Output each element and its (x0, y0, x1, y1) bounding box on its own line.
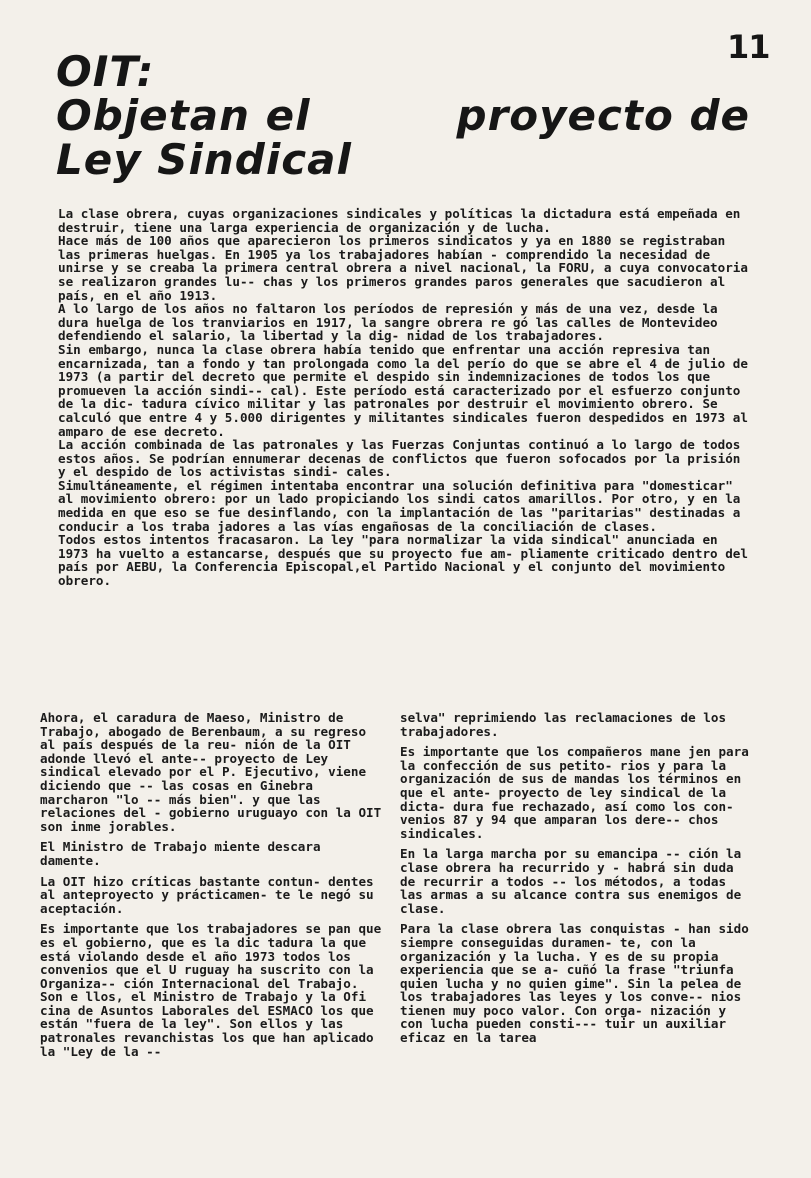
intro-paragraph: Hace más de 100 años que aparecieron los primeros sindicatos y ya en 1880 se registraban las primeras huelgas. En 1905 ya los trabajadores habían - comprendido la necesidad de unirse y se creaba la primera central obrera a nivel nacional, la FORU, a cuya convocatoria se realizaron grandes lu-- chas y los primeros grandes paros generales que sacudieron al país, en el año 1913. (58, 233, 748, 303)
page-number: 11 (727, 28, 770, 66)
column-paragraph: La OIT hizo críticas bastante contun- dentes al anteproyecto y prácticamen- te le negó su aceptación. (40, 873, 374, 916)
intro-paragraph: Sin embargo, nunca la clase obrera había tenido que enfrentar una acción represiva tan encarnizada, tan a fondo y tan prolongada como la del perío do que se abre el 4 de julio de 1973 (a partir del decreto que permite el despido sin indemnizaciones de todos los que promueven la acción sindi-- cal). Este período está caracterizado por el esfuerzo conjunto de la dic- tadura cívico militar y las patronales por destruir el movimiento obrero. Se calculó que entre 4 y 5.000 dirigentes y militantes sindicales fueron despedidos en 1973 al amparo de ese decreto. (58, 341, 748, 439)
right-column (400, 711, 750, 1052)
intro-paragraph: Todos estos intentos fracasaron. La ley "para normalizar la vida sindical" anunciada en 1973 ha vuelto a estancarse, después que su proyecto fue am- pliamente criticado dentro del país por AEBU, la Conferencia Episcopal,el Partido Nacional y el conjunto del movimiento obrero. (58, 532, 748, 589)
column-paragraph: En la larga marcha por su emancipa -- ción la clase obrera ha recurrido y - habrá sin duda de recurrir a todos -- los métodos, a todas las armas a su alcance contra sus enemigos de clase. (400, 846, 742, 916)
column-paragraph: Es importante que los compañeros mane jen para la confección de sus petito- rios y para la organización de sus de mandas los términos en que el ante- proyecto de ley sindical de la dicta- dura fue rechazado, así como los con- venios 87 y 94 que amparan los dere-- chos sindicales. (400, 744, 749, 841)
column-paragraph: Es importante que los trabajadores se pan que es el gobierno, que es la dic tadura la que está violando desde el año 1973 todos los convenios que el U ruguay ha suscrito con la Organiza-- ción Internacional del Trabajo. Son e llos, el Ministro de Trabajo y la Ofi cina de Asuntos Laborales del ESMACO los que están "fuera de la ley". Son ellos y las patronales revanchistas los que han aplicado la "Ley de la -- (40, 921, 382, 1059)
intro-paragraph: Simultáneamente, el régimen intentaba encontrar una solución definitiva para "domesticar" al movimiento obrero: por un lado propiciando los sindi catos amarillos. Por otro, y en la medida en que eso se fue desinflando, con la implantación de las "paritarias" destinadas a conducir a los traba jadores a las vías engañosas de la conciliación de clases. (58, 477, 741, 534)
title-line-2 (56, 91, 750, 140)
title-line-2a: Objetan el (56, 91, 311, 140)
intro-paragraph: La acción combinada de las patronales y las Fuerzas Conjuntas continuó a lo largo de todos estos años. Se podrían ennumerar decenas de conflictos que fueron sofocados por la prisión y el despido de los activistas sindi- cales. (58, 437, 741, 480)
column-paragraph: Para la clase obrera las conquistas - han sido siempre conseguidas duramen- te, con la organización y la lucha. Y es de su propia experiencia que se a- cuñó la frase "triunfa quien lucha y no quien gime". Sin la pelea de los trabajadores las leyes y los conve-- nios tienen muy poco valor. Con orga- nización y con lucha pueden consti--- tuir un auxiliar eficaz en la tarea (400, 921, 749, 1046)
intro-paragraph: La clase obrera, cuyas organizaciones sindicales y políticas la dictadura está empeñada en destruir, tiene una larga experiencia de organización y de lucha. (58, 206, 741, 235)
title-line-1: OIT: (56, 47, 155, 96)
intro-paragraph: A lo largo de los años no faltaron los períodos de represión y más de una vez, desde la dura huelga de los tranviarios en 1917, la sangre obrera re gó las calles de Montevideo defendiendo el salario, la libertad y la dig- nidad de los trabajadores. (58, 301, 718, 344)
column-paragraph: Ahora, el caradura de Maeso, Ministro de Trabajo, abogado de Berenbaum, a su regreso al país después de la reu- nión de la OIT adonde llevó el ante-- proyecto de Ley sindical elevado por el P. Ejecutivo, viene diciendo que -- las cosas en Ginebra marcharon "lo -- más bien". y que las relaciones del - gobierno uruguayo con la OIT son inme jorables. (40, 710, 382, 834)
column-paragraph: El Ministro de Trabajo miente descara damente. (40, 839, 321, 868)
column-paragraph: selva" reprimiendo las reclamaciones de los trabajadores. (400, 710, 727, 739)
title-line-3: Ley Sindical (56, 135, 352, 184)
title-line-2b: proyecto de (456, 91, 750, 140)
left-column (40, 711, 385, 1065)
intro-text (58, 207, 748, 588)
